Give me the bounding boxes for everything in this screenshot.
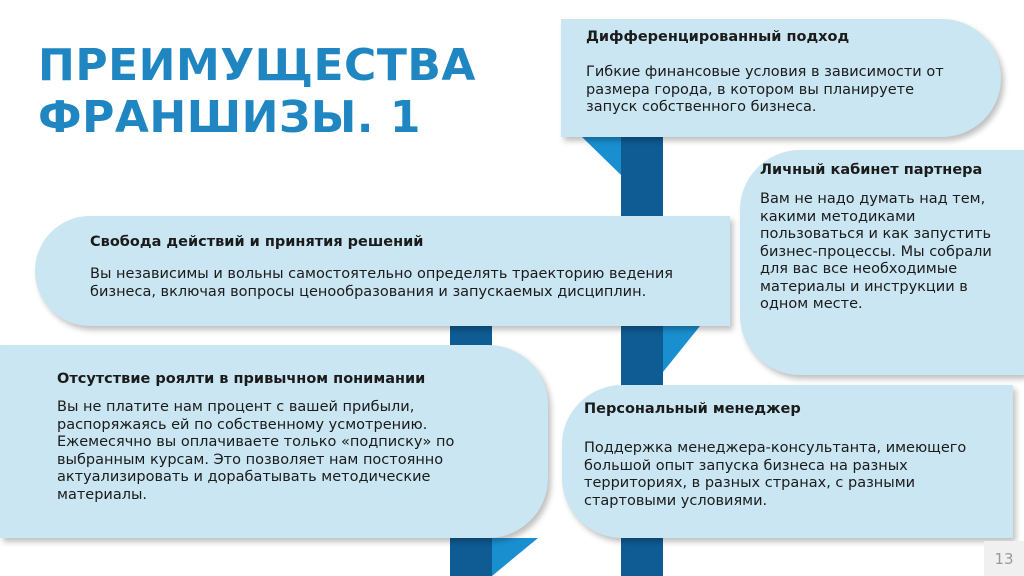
card-no-royalty bbox=[0, 345, 548, 538]
connector-bar-lower-left bbox=[450, 538, 492, 576]
card-text: Поддержка менеджера-консультанта, имеющего большой опыт запуска бизнеса на разных территориях, в разных странах, с разными стартовыми условиями. bbox=[584, 440, 967, 509]
card-partner-account bbox=[740, 150, 1024, 375]
card-freedom-of-action bbox=[35, 216, 730, 326]
page-title bbox=[38, 40, 476, 144]
card-heading: Личный кабинет партнера bbox=[760, 162, 983, 178]
card-heading: Свобода действий и принятия решений bbox=[90, 234, 424, 250]
connector-bar-lower-right bbox=[621, 538, 663, 576]
fold-corner-2 bbox=[663, 326, 700, 372]
card-heading: Персональный менеджер bbox=[584, 401, 801, 417]
fold-corner-3 bbox=[492, 538, 538, 576]
card-heading: Дифференцированный подход bbox=[586, 29, 850, 45]
page-number: 13 bbox=[984, 541, 1024, 576]
fold-corner-1 bbox=[582, 137, 621, 175]
card-text: Вы независимы и вольны самостоятельно определять траекторию ведения бизнеса, включая вопросы ценообразования и запускаемых дисциплин. bbox=[90, 266, 674, 300]
card-text: Вам не надо думать над тем, какими методиками пользоваться и как запустить бизнес-процессы. Мы собрали для вас все необходимые материалы и инструкции в одном месте. bbox=[760, 191, 992, 312]
card-personal-manager bbox=[562, 385, 1013, 538]
title-line-1: ПРЕИМУЩЕСТВА bbox=[38, 40, 476, 91]
title-line-2: ФРАНШИЗЫ. 1 bbox=[38, 92, 421, 143]
card-heading: Отсутствие роялти в привычном понимании bbox=[57, 371, 426, 387]
card-text: Гибкие финансовые условия в зависимости от размера города, в котором вы планируете запуск собственного бизнеса. bbox=[586, 64, 944, 115]
card-differentiated-approach bbox=[561, 19, 1001, 137]
card-text: Вы не платите нам процент с вашей прибыли, распоряжаясь ей по собственному усмотрению. Ежемесячно вы оплачиваете только «подписку» по выбранным курсам. Это позволяет нам постоянно актуализировать и дорабатывать методические материалы. bbox=[57, 399, 455, 503]
